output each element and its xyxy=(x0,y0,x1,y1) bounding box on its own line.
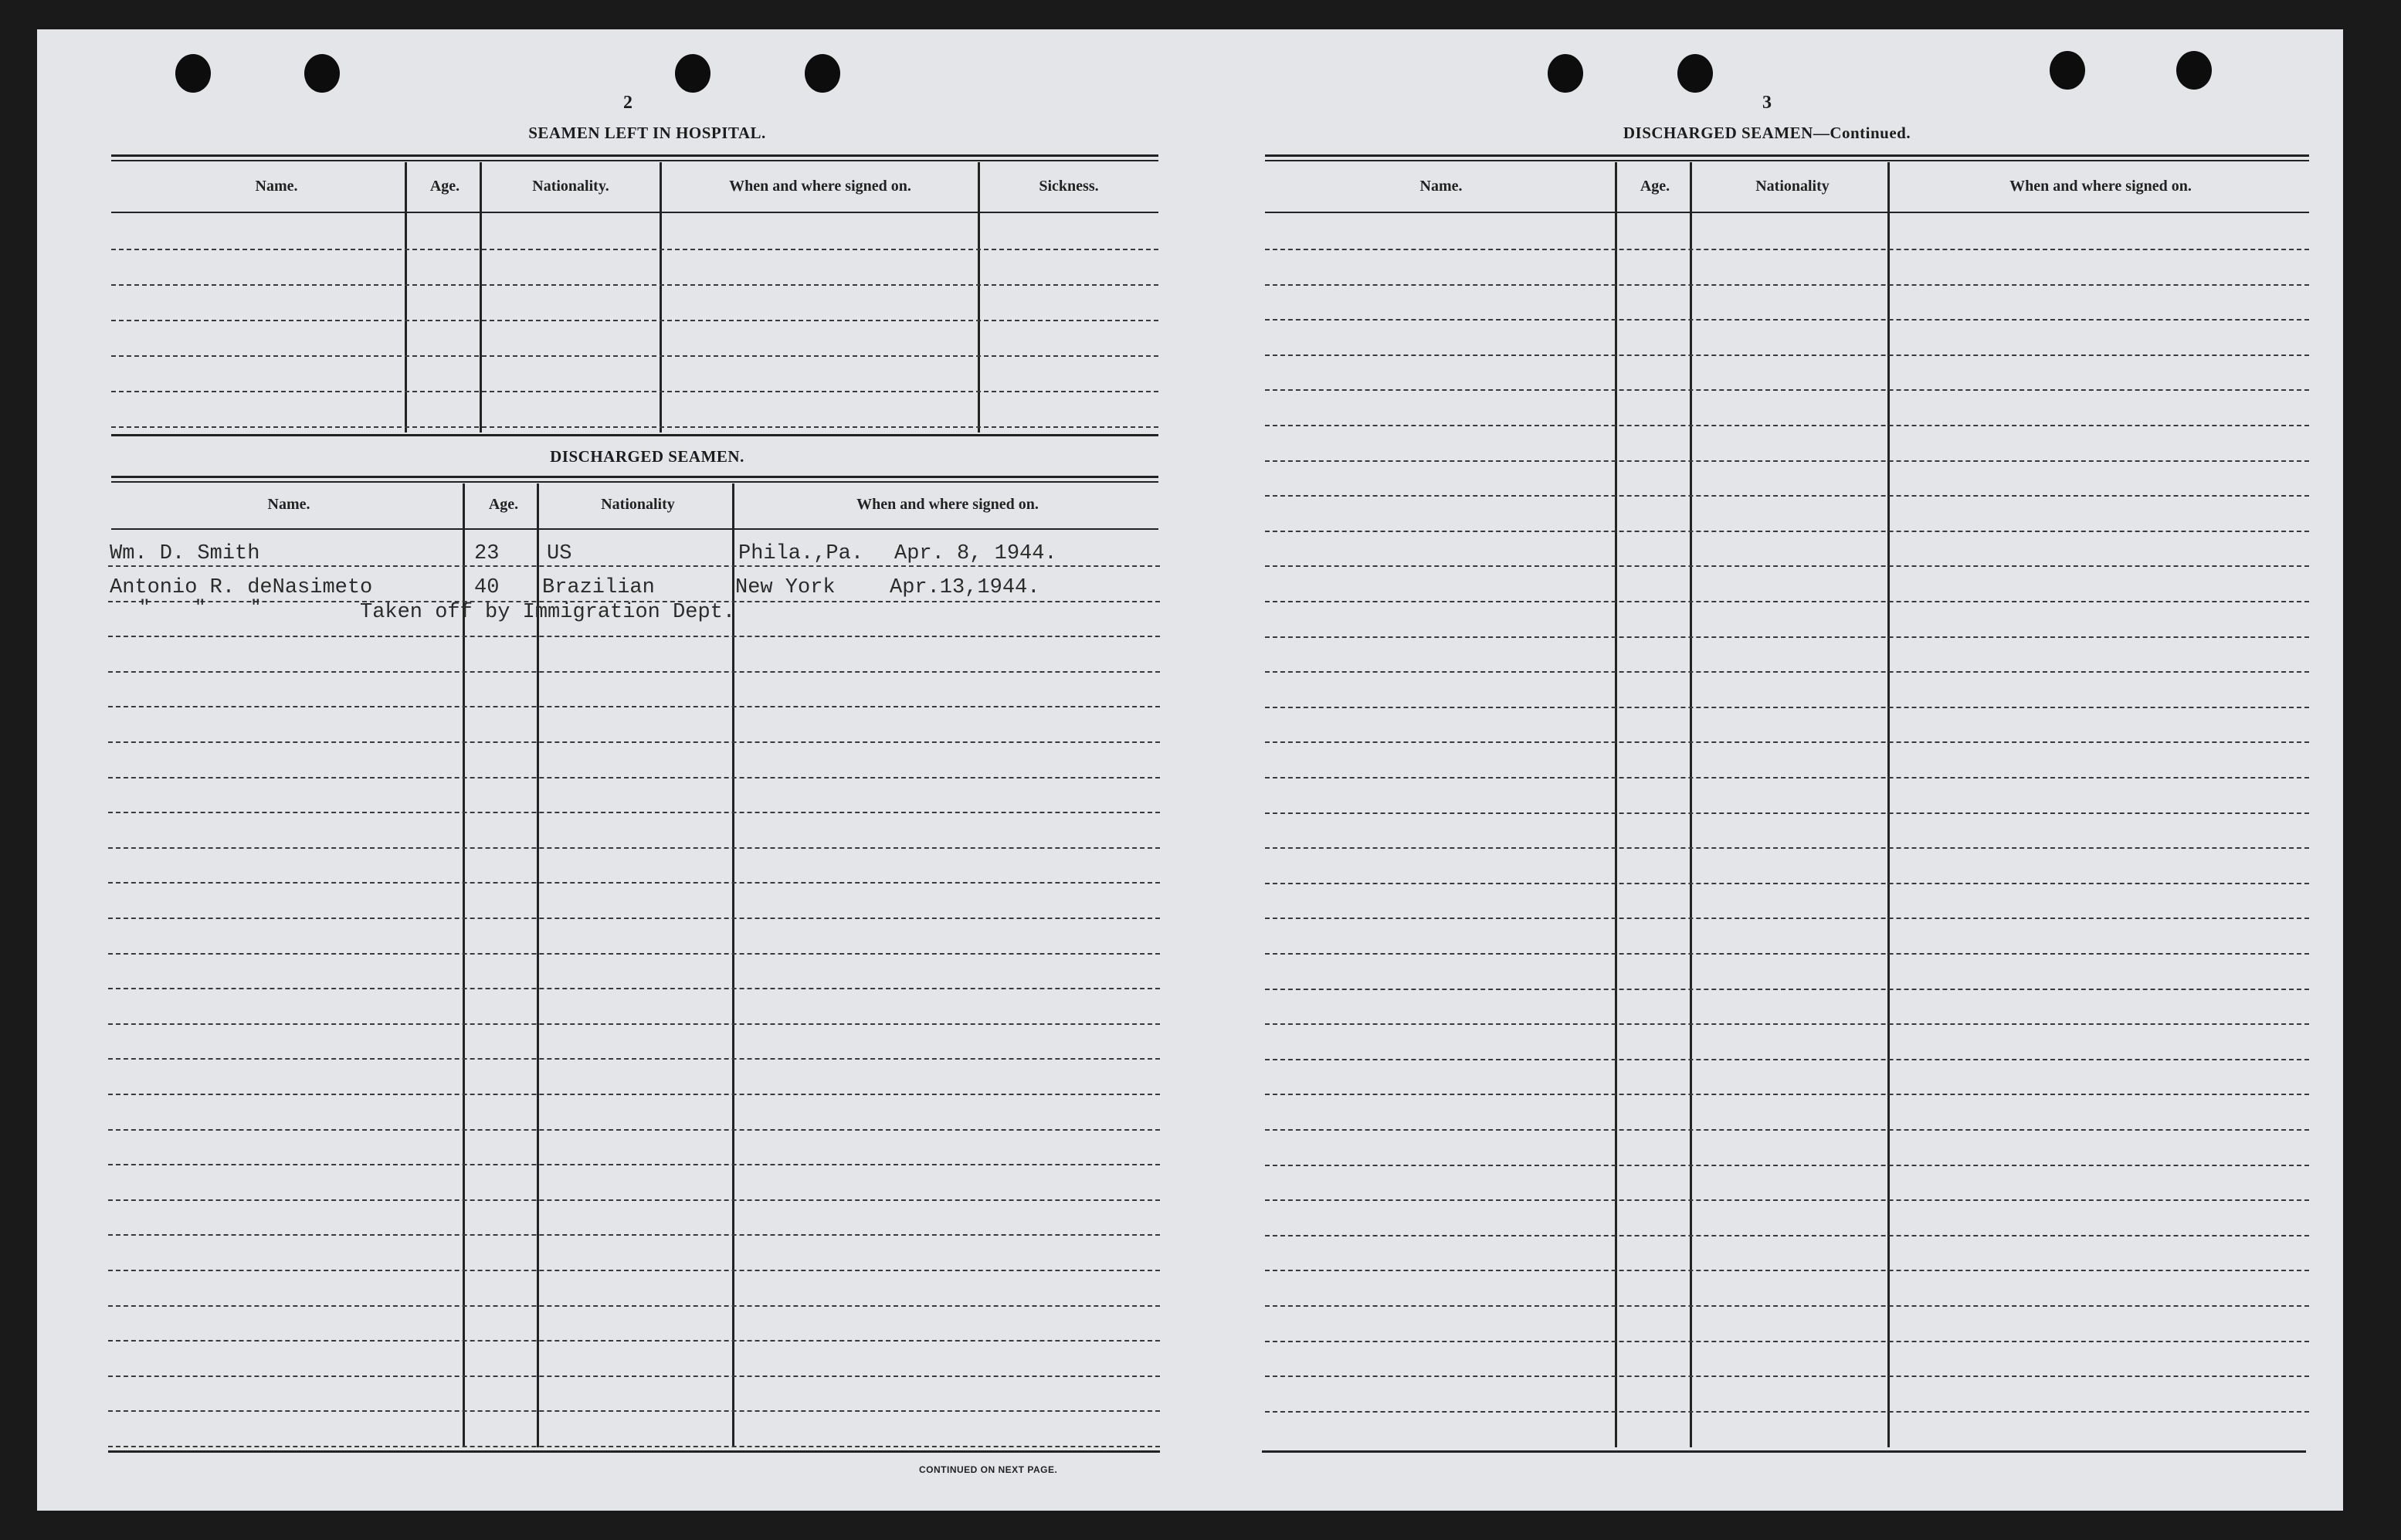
entry-date: Apr.13,1944. xyxy=(890,576,1040,599)
hospital-top-rule xyxy=(111,154,1158,157)
entry-age: 23 xyxy=(474,542,500,565)
ruled-line xyxy=(1265,918,2309,919)
ruled-line xyxy=(1265,1129,2309,1131)
ruled-line xyxy=(108,1164,1160,1165)
discharged-col-separator xyxy=(463,483,465,1447)
hospital-row-line xyxy=(111,320,1158,321)
hospital-col-nationality: Nationality. xyxy=(532,178,609,195)
ruled-line xyxy=(108,1129,1160,1131)
hospital-row-line xyxy=(111,284,1158,286)
binder-hole xyxy=(805,54,840,93)
binder-hole xyxy=(1677,54,1713,93)
ruled-line xyxy=(1265,425,2309,426)
ruled-line xyxy=(1265,460,2309,462)
hospital-row-line xyxy=(111,426,1158,428)
ruled-line xyxy=(108,1375,1160,1377)
ruled-line xyxy=(1265,671,2309,673)
ruled-line xyxy=(108,1305,1160,1307)
ruled-line xyxy=(1265,565,2309,567)
hospital-top-rule xyxy=(111,160,1158,161)
ruled-line xyxy=(108,777,1160,778)
form-sheet xyxy=(37,29,2343,1511)
entry-place: New York xyxy=(735,576,836,599)
ruled-line xyxy=(108,1094,1160,1095)
binder-hole xyxy=(304,54,340,93)
ruled-line xyxy=(1265,1375,2309,1377)
page-number-right: 3 xyxy=(1762,93,1772,113)
ruled-line xyxy=(1265,741,2309,743)
ruled-line xyxy=(108,953,1160,955)
ruled-line xyxy=(1265,319,2309,321)
ruled-line xyxy=(108,1023,1160,1025)
ruled-line xyxy=(1265,1199,2309,1201)
hospital-row-line xyxy=(111,249,1158,250)
ruled-line xyxy=(108,1410,1160,1412)
ruled-line xyxy=(108,1270,1160,1271)
ruled-line xyxy=(1265,883,2309,884)
binder-hole xyxy=(2050,51,2085,90)
entry-place: Phila.,Pa. xyxy=(738,542,864,565)
ruled-line xyxy=(1265,777,2309,778)
ruled-line xyxy=(1265,1411,2309,1413)
ruled-line xyxy=(1265,707,2309,708)
hospital-bottom-rule xyxy=(111,434,1158,436)
hospital-section-title: SEAMEN LEFT IN HOSPITAL. xyxy=(528,124,766,142)
discharged-bottom-rule xyxy=(108,1450,1160,1453)
ruled-line xyxy=(1265,1165,2309,1166)
ruled-line xyxy=(1265,601,2309,602)
continued-footer: CONTINUED ON NEXT PAGE. xyxy=(919,1464,1058,1475)
discharged-col-name: Name. xyxy=(267,496,310,513)
right-top-rule xyxy=(1265,154,2309,157)
entry-age: 40 xyxy=(474,576,500,599)
ruled-line xyxy=(108,1058,1160,1060)
ruled-line xyxy=(1265,389,2309,391)
entry-nationality: US xyxy=(547,542,572,565)
binder-hole xyxy=(175,54,211,93)
ruled-line xyxy=(1265,1270,2309,1271)
discharged-section-title: DISCHARGED SEAMEN. xyxy=(550,447,744,466)
hospital-col-age: Age. xyxy=(429,178,460,195)
ruled-line xyxy=(108,1234,1160,1236)
discharged-col-signed-on: When and where signed on. xyxy=(856,496,1039,513)
entry-date: Apr. 8, 1944. xyxy=(894,542,1057,565)
ruled-line xyxy=(108,988,1160,989)
hospital-col-sickness: Sickness. xyxy=(1039,178,1099,195)
binder-hole xyxy=(675,54,710,93)
ruled-line xyxy=(108,918,1160,919)
right-header-rule xyxy=(1265,212,2309,213)
immigration-note: Taken off by Immigration Dept. xyxy=(360,601,736,624)
discharged-col-age: Age. xyxy=(488,496,519,513)
ruled-line xyxy=(1265,354,2309,356)
ruled-line xyxy=(1265,989,2309,990)
discharged-col-separator xyxy=(537,483,539,1447)
ruled-line xyxy=(1265,1235,2309,1236)
ruled-line xyxy=(1265,1023,2309,1025)
ruled-line xyxy=(1265,249,2309,250)
ruled-line xyxy=(1265,636,2309,638)
ruled-line xyxy=(1265,531,2309,532)
binder-hole xyxy=(1548,54,1583,93)
entry-nationality: Brazilian xyxy=(542,576,655,599)
page-number-left: 2 xyxy=(623,93,632,113)
ruled-line xyxy=(1265,1305,2309,1307)
ruled-line xyxy=(108,847,1160,849)
hospital-col-name: Name. xyxy=(255,178,298,195)
ruled-line xyxy=(108,1340,1160,1342)
right-bottom-rule xyxy=(1262,1450,2306,1453)
hospital-header-rule xyxy=(111,212,1158,213)
discharged-top-rule xyxy=(111,476,1158,478)
ruled-line xyxy=(108,706,1160,707)
ruled-line xyxy=(1265,812,2309,814)
hospital-row-line xyxy=(111,355,1158,357)
ditto-marks: " " " xyxy=(139,598,262,619)
ruled-line xyxy=(1265,847,2309,849)
ruled-line xyxy=(1265,495,2309,497)
ruled-line xyxy=(1265,284,2309,286)
right-col-signed-on: When and where signed on. xyxy=(2009,178,2192,195)
right-col-nationality: Nationality xyxy=(1755,178,1830,195)
hospital-col-signed-on: When and where signed on. xyxy=(729,178,911,195)
ruled-line xyxy=(108,671,1160,673)
discharged-col-nationality: Nationality xyxy=(601,496,675,513)
ruled-line xyxy=(108,1199,1160,1201)
right-top-rule xyxy=(1265,160,2309,161)
entry-name: Wm. D. Smith xyxy=(110,542,260,565)
ruled-line xyxy=(108,882,1160,884)
ruled-line xyxy=(108,741,1160,743)
ruled-line xyxy=(1265,1059,2309,1060)
binder-hole xyxy=(2176,51,2212,90)
discharged-top-rule xyxy=(111,481,1158,483)
right-col-name: Name. xyxy=(1419,178,1463,195)
discharged-header-rule xyxy=(111,528,1158,530)
ruled-line xyxy=(108,1446,1160,1447)
ruled-line xyxy=(1265,1341,2309,1342)
right-col-age: Age. xyxy=(1640,178,1670,195)
right-section-title: DISCHARGED SEAMEN—Continued. xyxy=(1623,124,1911,142)
ruled-line xyxy=(1265,1094,2309,1095)
ruled-line xyxy=(108,565,1160,567)
hospital-row-line xyxy=(111,391,1158,392)
ruled-line xyxy=(108,812,1160,813)
ruled-line xyxy=(108,636,1160,637)
entry-name: Antonio R. deNasimeto xyxy=(110,576,373,599)
discharged-col-separator xyxy=(732,483,734,1447)
ruled-line xyxy=(1265,953,2309,955)
